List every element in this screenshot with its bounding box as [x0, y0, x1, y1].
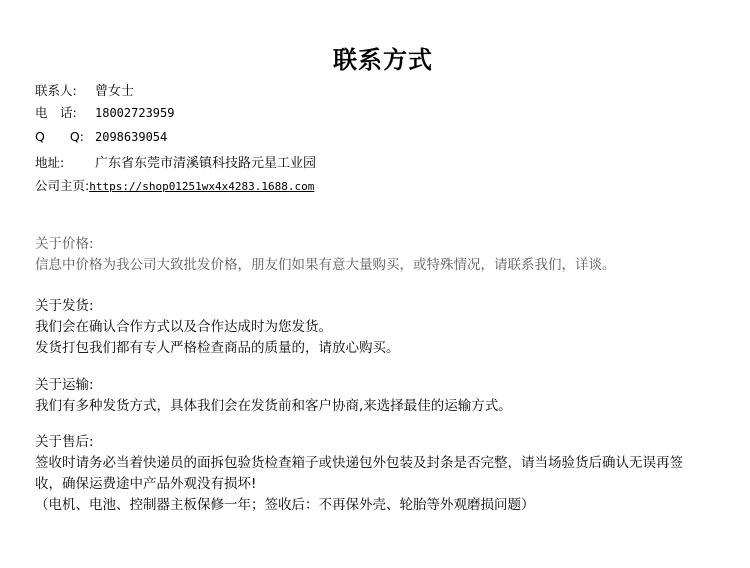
- homepage-link[interactable]: https://shop01251wx4x4283.1688.com: [89, 180, 315, 193]
- address-row: [35, 152, 316, 171]
- contact-person-row: [35, 80, 134, 99]
- address-value: 广东省东莞市清溪镇科技路元星工业园: [95, 156, 317, 171]
- homepage-row: [35, 176, 314, 194]
- contact-person-value: 曾女士: [95, 84, 135, 99]
- qq-row: [35, 127, 167, 145]
- shipping-line: 我们会在确认合作方式以及合作达成时为您发货。: [35, 319, 332, 335]
- aftersale-line: （电机、电池、控制器主板保修一年；签收后：不再保外壳、轮胎等外观磨损问题）: [35, 497, 535, 513]
- qq-value: 2098639054: [95, 130, 168, 144]
- price-line: 信息中价格为我公司大致批发价格，朋友们如果有意大量购买，或特殊情况，请联系我们，详谈。: [35, 257, 616, 273]
- price-section: [35, 234, 735, 276]
- aftersale-line: 签收时请务必当着快递员的面拆包验货检查箱子或快递包外包装及封条是否完整，请当场验货后确认无误再签: [35, 455, 683, 471]
- transport-section: [35, 375, 735, 417]
- transport-heading: 关于运输:: [35, 377, 94, 393]
- phone-label: 电 话:: [35, 105, 77, 120]
- transport-line: 我们有多种发货方式，具体我们会在发货前和客户协商,来选择最佳的运输方式。: [35, 398, 512, 414]
- shipping-line: 发货打包我们都有专人严格检查商品的质量的，请放心购买。: [35, 340, 400, 356]
- page-title: 联系方式: [333, 45, 433, 74]
- shipping-heading: 关于发货:: [35, 298, 94, 314]
- aftersale-line: 收，确保运费途中产品外观没有损坏!: [35, 476, 257, 492]
- aftersale-section: [35, 432, 735, 516]
- homepage-label: 公司主页:: [35, 178, 90, 193]
- address-label: 地址:: [35, 155, 65, 170]
- aftersale-heading: 关于售后:: [35, 434, 94, 450]
- shipping-section: [35, 296, 735, 359]
- contact-person-label: 联系人:: [35, 83, 77, 98]
- phone-row: [35, 103, 174, 121]
- qq-label: Q Q:: [35, 129, 84, 144]
- price-heading: 关于价格:: [35, 236, 94, 252]
- phone-value: 18002723959: [95, 106, 175, 120]
